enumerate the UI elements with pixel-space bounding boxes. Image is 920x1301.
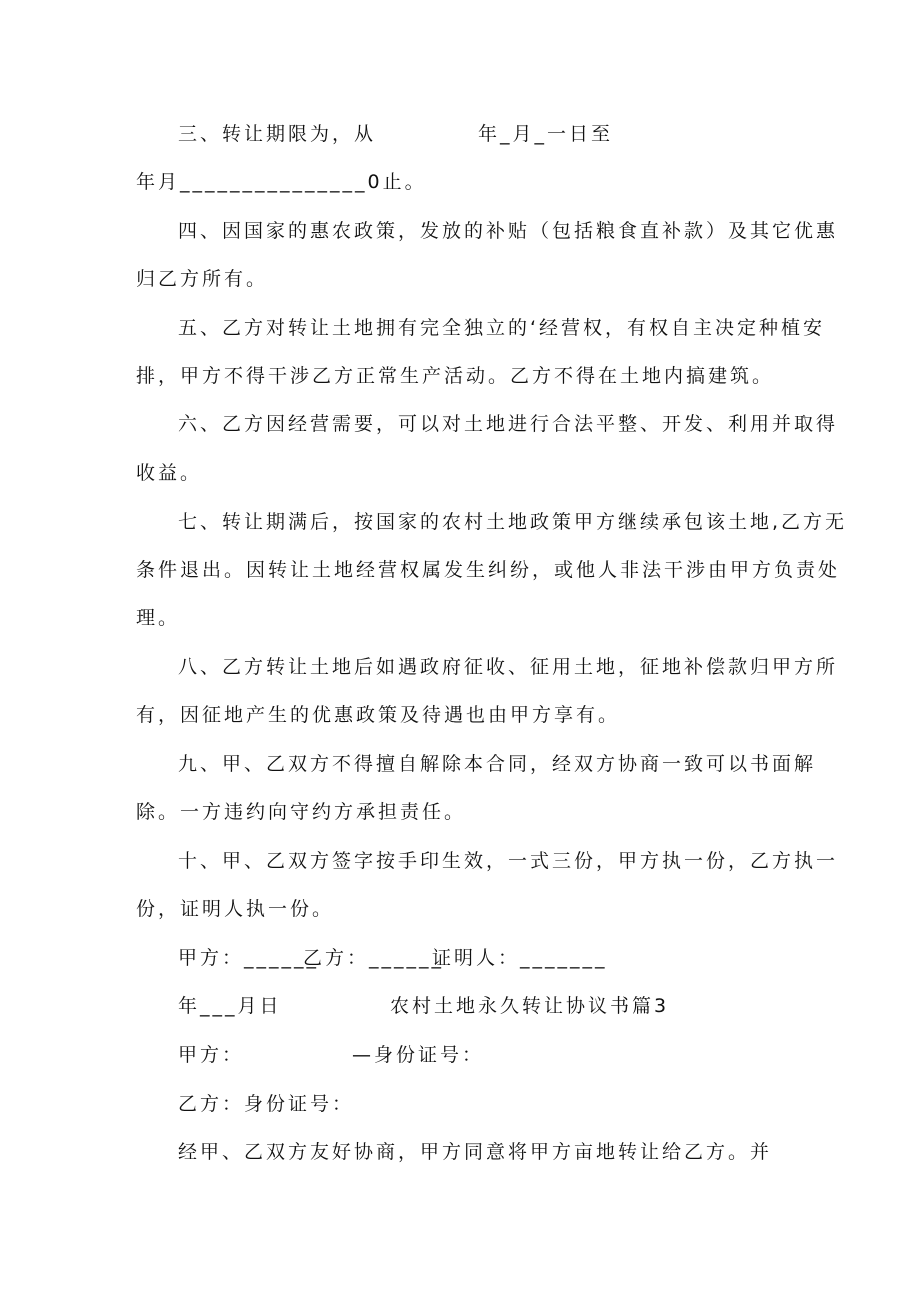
clause-9-line-1: 九、甲、乙双方不得擅自解除本合同，经双方协商一致可以书面解 bbox=[178, 753, 817, 775]
clause-5-line-1: 五、乙方对转让土地拥有完全独立的‘经营权，有权自主决定种植安 bbox=[178, 317, 826, 339]
clause-7-line-2: 条件退出。因转让土地经营权属发生纠纷，或他人非法干涉由甲方负责处 bbox=[136, 559, 841, 581]
clause-8-line-2: 有，因征地产生的优惠政策及待遇也由甲方享有。 bbox=[136, 704, 621, 726]
clause-10-line-2: 份，证明人执一份。 bbox=[136, 898, 335, 920]
clause-3-line-1a: 三、转让期限为，从 bbox=[178, 123, 377, 145]
next-party-a-id: —身份证号： bbox=[352, 1044, 485, 1066]
clause-5-line-2: 排，甲方不得干涉乙方正常生产活动。乙方不得在土地内搞建筑。 bbox=[136, 365, 775, 387]
signature-witness: 证明人：_______ bbox=[432, 947, 608, 969]
clause-6-line-2: 收益。 bbox=[136, 462, 203, 484]
clause-7-line-1: 七、转让期满后，按国家的农村土地政策甲方继续承包该土地,乙方无 bbox=[178, 511, 848, 533]
clause-6-line-1: 六、乙方因经营需要，可以对土地进行合法平整、开发、利用并取得 bbox=[178, 413, 839, 435]
clause-3-line-1b: 年_月_一日至 bbox=[478, 123, 614, 145]
clause-8-line-1: 八、乙方转让土地后如遇政府征收、征用土地，征地补偿款归甲方所 bbox=[178, 656, 839, 678]
next-party-a: 甲方： bbox=[178, 1044, 245, 1066]
clause-4-line-1: 四、因国家的惠农政策，发放的补贴（包括粮食直补款）及其它优惠 bbox=[178, 220, 839, 242]
clause-9-line-2: 除。一方违约向守约方承担责任。 bbox=[136, 801, 467, 823]
signature-party-a: 甲方：______ bbox=[178, 947, 320, 969]
clause-3-line-2: 年月_______________0止。 bbox=[136, 171, 427, 193]
clause-7-line-3: 理。 bbox=[136, 607, 181, 629]
next-section-title: 农村土地永久转让协议书篇3 bbox=[390, 995, 670, 1017]
signature-date: 年___月日 bbox=[178, 995, 282, 1017]
next-party-b: 乙方：身份证号： bbox=[178, 1093, 355, 1115]
clause-10-line-1: 十、甲、乙双方签字按手印生效，一式三份，甲方执一份，乙方执一 bbox=[178, 850, 839, 872]
next-intro: 经甲、乙双方友好协商，甲方同意将甲方亩地转让给乙方。并 bbox=[178, 1141, 773, 1163]
signature-party-b: 乙方：______ bbox=[303, 947, 445, 969]
clause-4-line-2: 归乙方所有。 bbox=[136, 268, 269, 290]
